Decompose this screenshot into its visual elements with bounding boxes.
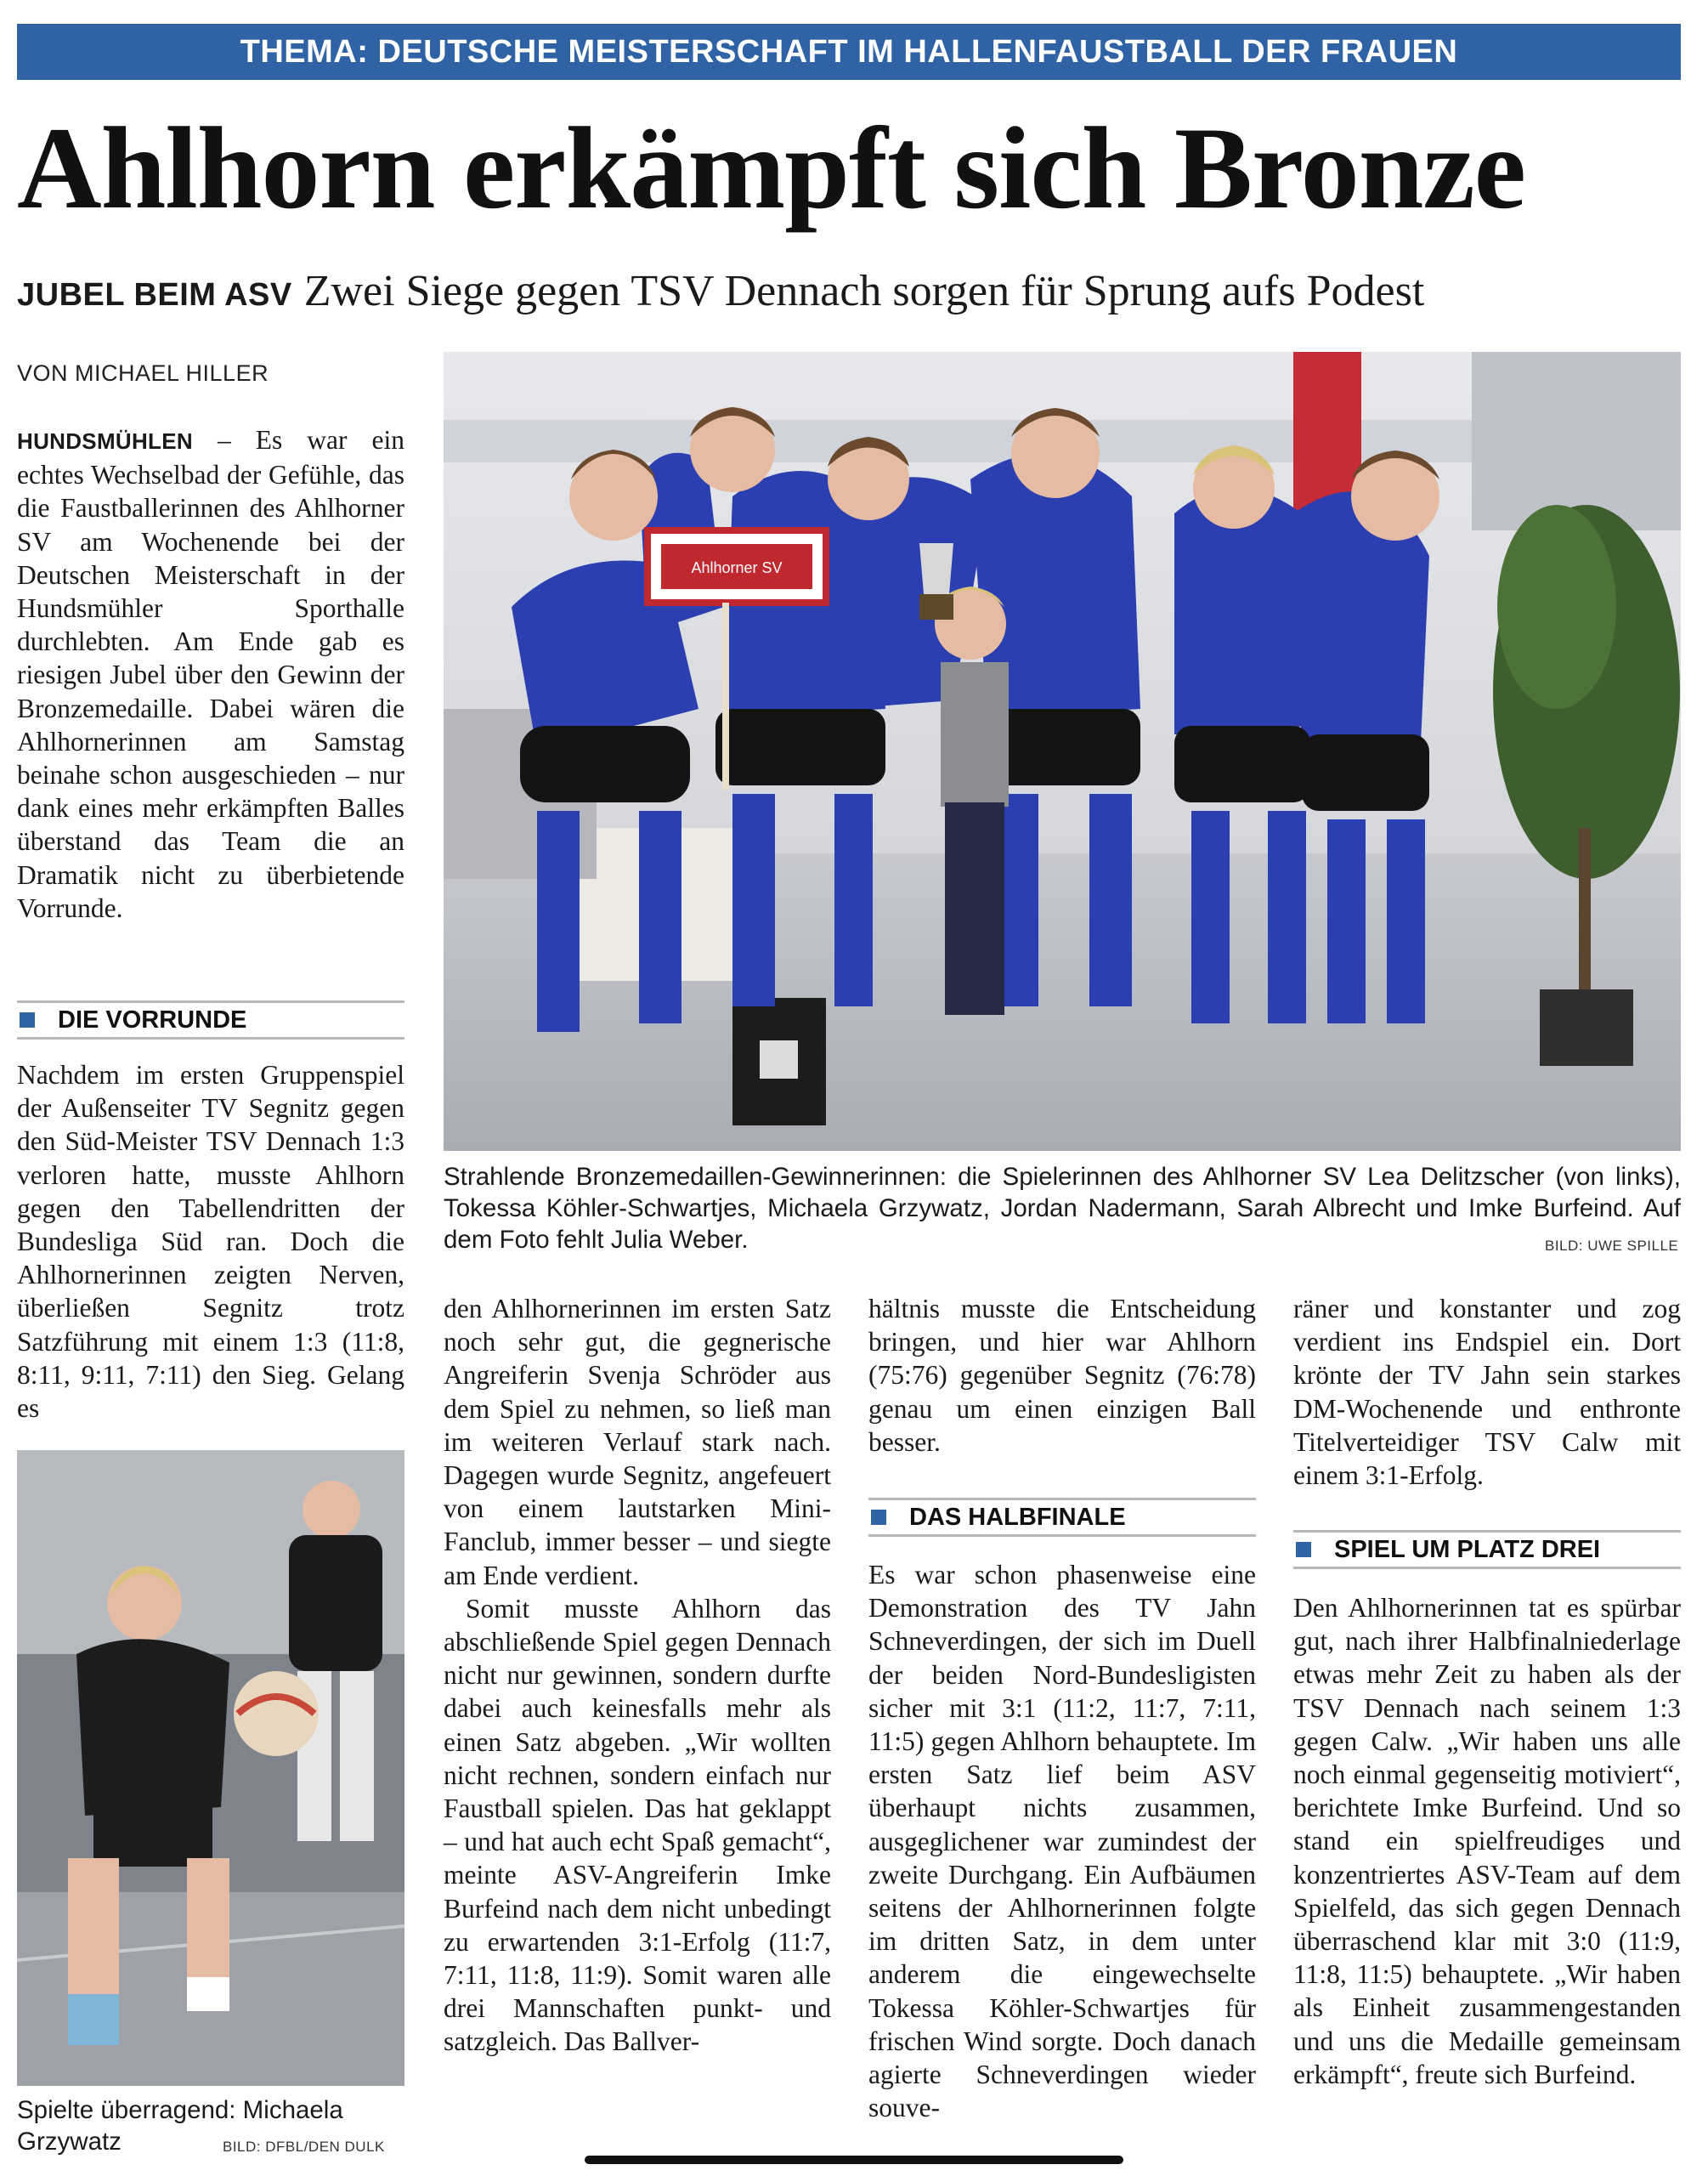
player-photo <box>17 1450 404 2086</box>
section-square-icon <box>1296 1542 1311 1557</box>
col4-paragraph-1: räner und konstanter und zog verdient ins Endspiel ein. Dort krönte der TV Jahn sein starkes DM-Wochenende und enthronte Titelverteidiger TSV Calw mit einem 3:1-Erfolg. <box>1293 1294 1681 1491</box>
column-4-top <box>1293 1292 1681 1492</box>
home-indicator[interactable] <box>585 2156 1123 2164</box>
team-photo-caption: Strahlende Bronzemedaillen-Gewinnerinnen: die Spielerinnen des Ahlhorner SV Lea Delitzscher (von links), Tokessa Köhler-Schwartjes, Michaela Grzywatz, Jordan Nadermann, Sarah Albrecht und Imke Burfeind. Auf dem Foto fehlt Julia Weber. <box>444 1163 1681 1254</box>
sign-text: Ahlhorner SV <box>691 559 783 576</box>
column-2 <box>444 1292 831 2059</box>
column-3-top <box>868 1292 1256 1459</box>
col2-paragraph-1: den Ahlhornerinnen im ersten Satz noch sehr gut, die gegnerische Angreiferin Svenja Schröder aus dem Spiel zu nehmen, so ließ man im weiteren Verlauf stark nach. Dagegen wurde Segnitz, angefeuert von einem lautstarken Mini-Fanclub, immer besser – und siegte am Ende verdient. <box>444 1294 831 1590</box>
dateline: HUNDSMÜHLEN <box>17 428 193 454</box>
section-head-label: DIE VORRUNDE <box>58 1006 247 1034</box>
col3-paragraph-2: Es war schon phasenweise eine Demonstration des TV Jahn Schneverdingen, der sich im Duell der beiden Nord-Bundesligisten sicher mit 3:1 (11:2, 11:7, 7:11, 11:5) gegen Ahlhorn behauptete. Im ersten Satz lief beim ASV überhaupt nichts zusammen, ausgeglichener war zumindest der zweite Durchgang. Ein Aufbäumen seitens der Ahlhornerinnen folgte im dritten Satz, in dem unter anderem die eingewechselte Tokessa Köhler-Schwartjes für frischen Wind sorgte. Doch danach agierte Schneverdingen wieder souve- <box>868 1560 1256 2123</box>
vorrunde-paragraph <box>17 1058 404 1425</box>
column-4-bottom <box>1293 1591 1681 2091</box>
section-square-icon <box>871 1510 886 1525</box>
vorrunde-text: Nachdem im ersten Gruppenspiel der Außenseiter TV Segnitz gegen den Süd-Meister TSV Dennach 1:3 verloren hatte, musste Ahlhorn gegen den Tabellendritten der Bundesliga Süd ran. Doch die Ahlhornerinnen zeigten Nerven, überließen Segnitz trotz Satzführung mit einem 1:3 (11:8, 8:11, 9:11, 7:11) den Sieg. Gelang es <box>17 1060 404 1424</box>
intro-text: – Es war ein echtes Wechselbad der Gefühle, das die Faustballerinnen des Ahlhorner SV am Wochenende bei der Deutschen Meisterschaft in der Hundsmühler Sporthalle durchlebten. Am Ende gab es riesigen Jubel über den Gewinn der Bronzemedaille. Dabei wären die Ahlhornerinnen am Samstag beinahe schon ausgeschieden – nur dank eines mehr erkämpften Balles überstand das Team die an Dramatik nicht zu überbietende Vorrunde. <box>17 425 404 923</box>
topic-banner: THEMA: DEUTSCHE MEISTERSCHAFT IM HALLENFAUSTBALL DER FRAUEN <box>17 24 1681 80</box>
team-photo <box>444 352 1681 1151</box>
col4-paragraph-2: Den Ahlhornerinnen tat es spürbar gut, nach ihrer Halbfinalniederlage etwas mehr Zeit zu haben als der TSV Dennach nach seinem 1:3 gegen Calw. „Wir haben uns alle noch einmal gegenseitig motiviert“, berichtete Imke Burfeind. Und so stand ein spielfreudiges und konzentriertes ASV-Team auf dem Spielfeld, das sich gegen Dennach überraschend klar mit 3:0 (11:9, 11:8, 11:5) behauptete. „Wir haben als Einheit zusammengestanden und uns die Medaille gemeinsam erkämpft“, freute sich Burfeind. <box>1293 1593 1681 2089</box>
column-3-bottom <box>868 1558 1256 2124</box>
section-head-label: SPIEL UM PLATZ DREI <box>1334 1536 1601 1563</box>
section-head-platz3 <box>1293 1530 1681 1569</box>
player-photo-caption: Spielte überragend: Michaela Grzywatz <box>17 2096 343 2156</box>
col2-paragraph-2: Somit musste Ahlhorn das abschließende Spiel gegen Dennach nicht nur gewinnen, sondern durfte dabei auch keinesfalls mehr als einen Satz abgeben. „Wir wollten nicht rechnen, sondern einfach nur Faustball spielen. Das hat geklappt – und hat auch echt Spaß gemacht“, meinte ASV-Angreiferin Imke Burfeind nach dem nicht unbedingt zu erwartenden 3:1-Erfolg (11:7, 7:11, 11:8, 11:9). Somit waren alle drei Mannschaften punkt- und satzgleich. Das Ballver- <box>444 1593 831 2057</box>
kicker: JUBEL BEIM ASV <box>17 277 292 313</box>
section-head-halbfinale <box>868 1498 1256 1537</box>
subheadline: Zwei Siege gegen TSV Dennach sorgen für Sprung aufs Podest <box>303 267 1425 315</box>
headline: Ahlhorn erkämpft sich Bronze <box>17 103 1525 233</box>
section-square-icon <box>20 1012 35 1028</box>
section-head-label: DAS HALBFINALE <box>909 1504 1126 1531</box>
section-head-vorrunde <box>17 1000 404 1040</box>
player-photo-credit: BILD: DFBL/DEN DULK <box>223 2139 385 2155</box>
team-photo-credit: BILD: UWE SPILLE <box>1545 1238 1679 1254</box>
intro-paragraph <box>17 423 404 925</box>
byline: VON MICHAEL HILLER <box>17 360 269 386</box>
subheadline-row <box>17 264 1691 330</box>
col3-paragraph-1: hältnis musste die Entscheidung bringen, und hier war Ahlhorn (75:76) gegenüber Segnitz (76:78) genau um einen einzigen Ball besser. <box>868 1294 1256 1457</box>
